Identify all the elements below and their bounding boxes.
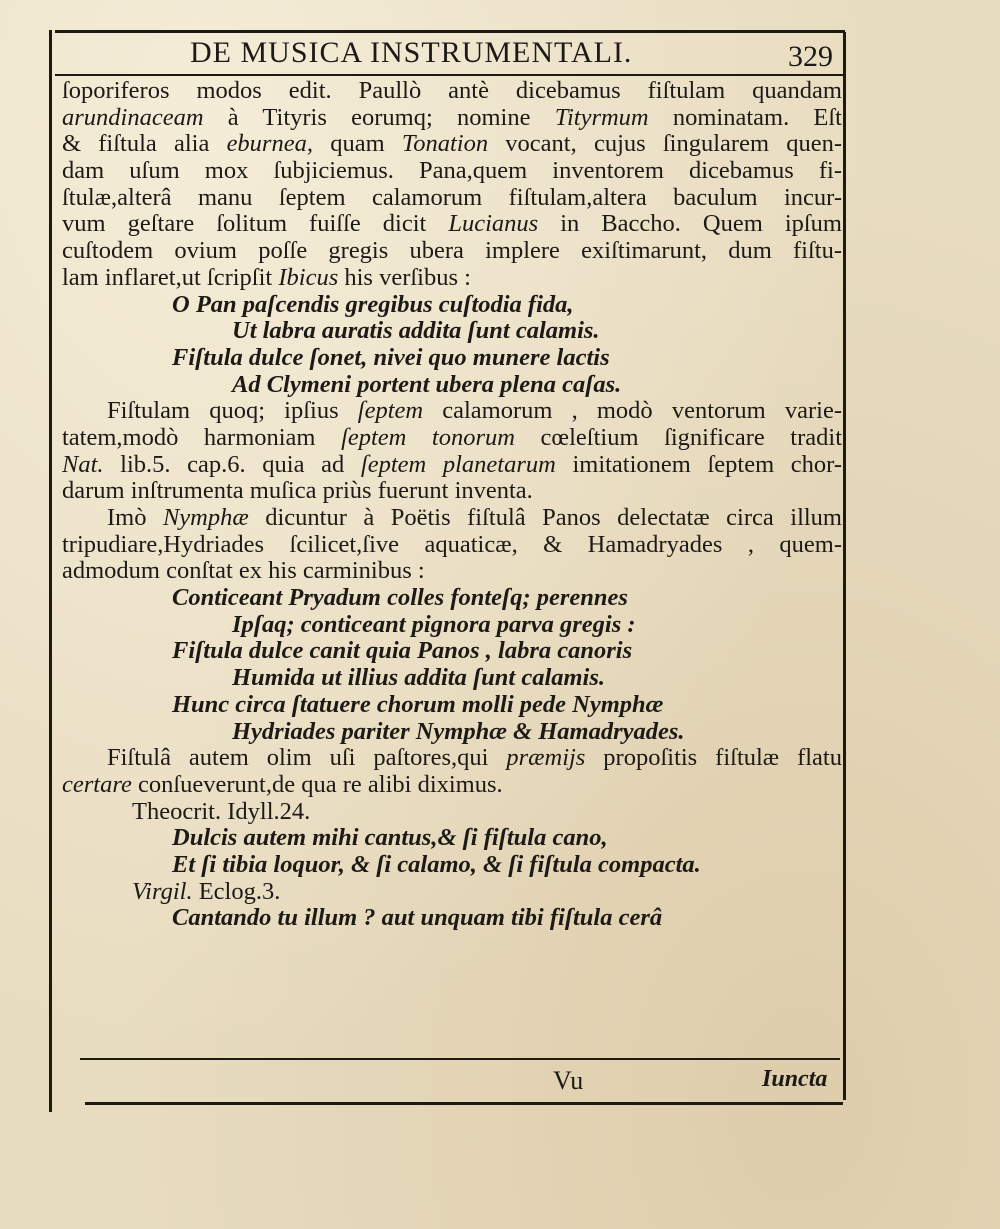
roman-text: admodum conſtat ex his carminibus : [62, 557, 425, 585]
text-line [62, 612, 842, 639]
italic-text: Nymphæ [162, 505, 249, 531]
text-line [62, 585, 842, 612]
text-line [62, 772, 842, 799]
text-line [62, 638, 842, 665]
roman-text: cœleſtium ſignificare tradit [514, 424, 842, 451]
roman-text: quam [312, 131, 402, 158]
verse-text: Fiſtula dulce canit quia Panos , labra canoris [172, 637, 633, 665]
roman-text: imitationem ſeptem chor- [555, 451, 842, 478]
text-line [62, 558, 842, 585]
text-line [62, 532, 842, 559]
text-line [62, 398, 842, 425]
roman-text: vocant, cujus ſingularem quen- [488, 131, 842, 158]
verse-text: Ipſaq; conticeant pignora parva gregis : [232, 610, 636, 638]
text-line [62, 105, 842, 132]
body-text [62, 78, 842, 932]
roman-text: darum inſtrumenta muſica priùs fuerunt inventa. [62, 477, 533, 505]
text-line [62, 158, 842, 185]
text-line [62, 905, 842, 932]
text-line [62, 799, 842, 826]
italic-text: eburnea, [226, 131, 313, 158]
bottom-border-rule [85, 1102, 843, 1105]
verse-text: Et ſi tibia loquor, & ſi calamo, & ſi fiſtula compacta. [172, 850, 701, 878]
roman-text: his verſibus : [338, 263, 471, 291]
italic-text: ſeptem planetarum [360, 451, 556, 478]
text-line [62, 478, 842, 505]
signature-mark: Vu [553, 1066, 584, 1095]
text-line [62, 238, 842, 265]
text-line [62, 318, 842, 345]
roman-text: calamorum , modò ventorum varie- [423, 398, 842, 425]
left-border-rule [49, 30, 52, 1112]
text-line [62, 185, 842, 212]
verse-text: Ad Clymeni portent ubera plena caſas. [232, 370, 622, 398]
text-line [62, 692, 842, 719]
text-line [62, 505, 842, 532]
verse-text: O Pan paſcendis gregibus cuſtodia fida, [172, 290, 574, 318]
roman-text: Eclog.3. [192, 877, 281, 905]
text-line [62, 425, 842, 452]
italic-text: certare [62, 770, 132, 798]
italic-text: arundinaceam [62, 104, 204, 131]
verse-text: Humida ut illius addita ſunt calamis. [232, 664, 606, 692]
text-line [62, 452, 842, 479]
verse-text: Cantando tu illum ? aut unquam tibi fiſtula cerâ [172, 904, 663, 932]
italic-text: Lucianus [448, 211, 539, 238]
text-line [62, 78, 842, 105]
roman-text: dicuntur à Poëtis fiſtulâ Panos delectatæ circa illum [248, 505, 842, 531]
verse-text: Hydriades pariter Nymphæ & Hamadryades. [232, 717, 685, 745]
roman-text: dam uſum mox ſubjiciemus. Pana,quem inventorem dicebamus fi- [62, 158, 842, 185]
roman-text: tatem,modò harmoniam [62, 424, 342, 451]
verse-text: Ut labra auratis addita ſunt calamis. [232, 317, 600, 345]
verse-text: Fiſtula dulce ſonet, nivei quo munere lactis [172, 343, 610, 371]
italic-text: præmijs [506, 745, 586, 772]
roman-text: Fiſtulam quoq; ipſius [107, 398, 358, 425]
roman-text: in Baccho. Quem ipſum [538, 211, 842, 238]
text-line [62, 852, 842, 879]
roman-text: propoſitis fiſtulæ flatu [585, 745, 842, 772]
verse-text: Hunc circa ſtatuere chorum molli pede Nymphæ [172, 690, 664, 718]
text-line [62, 665, 842, 692]
roman-text: ſtulæ,alterâ manu ſeptem calamorum fiſtulam,altera baculum incur- [62, 184, 842, 211]
verse-text: Dulcis autem mihi cantus,& ſi fiſtula cano, [172, 824, 608, 852]
text-line [62, 879, 842, 906]
roman-text: ſoporiferos modos edit. Paullò antè dicebamus fiſtulam quandam [62, 78, 842, 104]
text-line [62, 372, 842, 399]
italic-text: Tonation [401, 131, 489, 158]
roman-text: & fiſtula alia [62, 131, 227, 158]
text-line [62, 719, 842, 746]
roman-text: Theocrit. Idyll.24. [132, 797, 311, 825]
roman-text: conſueverunt,de qua re alibi diximus. [131, 770, 503, 798]
text-line [62, 745, 842, 772]
footer-rule [80, 1058, 840, 1060]
text-line [62, 345, 842, 372]
roman-text: tripudiare,Hydriades ſcilicet,ſive aquaticæ, & Hamadryades , quem- [62, 531, 842, 558]
italic-text: Virgil. [132, 877, 193, 905]
italic-text: Tityrmum [554, 104, 649, 131]
running-head: DE MUSICA INSTRUMENTALI. [190, 36, 633, 69]
roman-text: nominatam. Eſt [648, 104, 842, 131]
catchword: Iuncta [762, 1066, 828, 1092]
roman-text: vum geſtare ſolitum fuiſſe dicit [62, 211, 449, 238]
header-underline-rule [55, 74, 845, 76]
text-line [62, 131, 842, 158]
italic-text: Ibicus [278, 263, 339, 291]
page-number: 329 [788, 40, 833, 73]
roman-text: lib.5. cap.6. quia ad [103, 451, 361, 478]
roman-text: à Tityris eorumq; nomine [203, 104, 555, 131]
text-line [62, 292, 842, 319]
italic-text: ſeptem tonorum [341, 424, 515, 451]
top-border-rule [55, 30, 845, 33]
verse-text: Conticeant Pryadum colles fonteſq; perennes [172, 584, 628, 612]
italic-text: Nat. [62, 451, 104, 478]
roman-text: cuſtodem ovium poſſe gregis ubera implere exiſtimarunt, dum fiſtu- [62, 238, 842, 265]
italic-text: ſeptem [357, 398, 424, 425]
roman-text: Imò [107, 505, 163, 531]
text-line [62, 825, 842, 852]
roman-text: lam inflaret,ut ſcripſit [62, 263, 279, 291]
text-line [62, 265, 842, 292]
text-line [62, 211, 842, 238]
right-border-rule [843, 32, 846, 1100]
roman-text: Fiſtulâ autem olim uſi paſtores,qui [107, 745, 507, 772]
